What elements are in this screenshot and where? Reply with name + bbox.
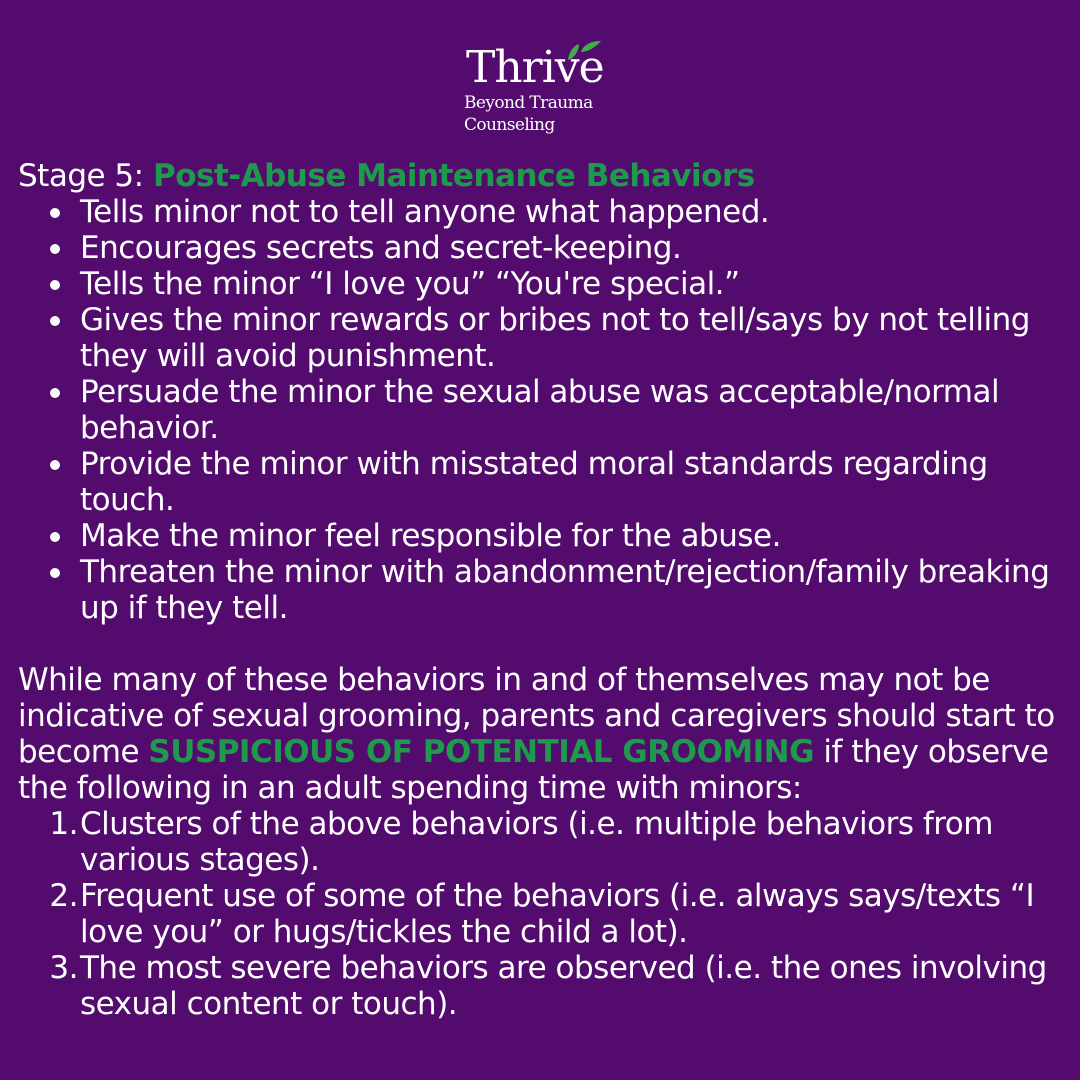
stage-title: Post-Abuse Maintenance Behaviors <box>152 158 755 194</box>
list-item-text: Persuade the minor the sexual abuse was acceptable/normal behavior. <box>80 374 1000 446</box>
bullet-icon <box>50 244 60 254</box>
list-item <box>18 266 1068 302</box>
list-item-text: Clusters of the above behaviors (i.e. multiple behaviors from various stages). <box>80 806 993 878</box>
list-item-text: Gives the minor rewards or bribes not to tell/says by not telling they will avoid punishment. <box>80 302 1030 374</box>
bullet-icon <box>50 280 60 290</box>
list-item <box>18 878 1068 950</box>
list-item <box>18 554 1068 626</box>
bullet-icon <box>50 388 60 398</box>
list-item <box>18 806 1068 878</box>
list-item <box>18 446 1068 518</box>
bullet-icon <box>50 316 60 326</box>
list-item-text: Encourages secrets and secret-keeping. <box>80 230 682 266</box>
behavior-list <box>18 194 1068 626</box>
bullet-icon <box>50 568 60 578</box>
list-item-text: Provide the minor with misstated moral standards regarding touch. <box>80 446 988 518</box>
paragraph-text-before: While many of these behaviors in and of themselves may not be indicative of sexual grooming, parents and caregivers should start to become <box>18 662 1055 770</box>
logo-tagline-line2: Counseling <box>464 115 555 135</box>
paragraph-highlight: SUSPICIOUS OF POTENTIAL GROOMING <box>148 734 815 770</box>
paragraph-text-after: if they observe the following in an adult spending time with minors: <box>18 734 1049 806</box>
list-item-text: Make the minor feel responsible for the abuse. <box>80 518 781 554</box>
list-item <box>18 194 1068 230</box>
bullet-icon <box>50 532 60 542</box>
list-item <box>18 230 1068 266</box>
list-item <box>18 950 1068 1022</box>
list-item-text: Tells minor not to tell anyone what happened. <box>80 194 770 230</box>
list-number: 2. <box>49 878 78 914</box>
bullet-icon <box>50 208 60 218</box>
thrive-logo <box>462 40 622 144</box>
list-item <box>18 374 1068 446</box>
main-content <box>18 158 1068 1022</box>
list-number: 1. <box>49 806 78 842</box>
list-item-text: Threaten the minor with abandonment/rejection/family breaking up if they tell. <box>80 554 1050 626</box>
list-number: 3. <box>49 950 78 986</box>
list-item-text: Frequent use of some of the behaviors (i.e. always says/texts “I love you” or hugs/tickles the child a lot). <box>80 878 1035 950</box>
list-item <box>18 518 1068 554</box>
logo-wordmark: Thrive <box>466 42 604 93</box>
warning-signs-list <box>18 806 1068 1022</box>
list-item-text: The most severe behaviors are observed (i.e. the ones involving sexual content or touch). <box>80 950 1047 1022</box>
stage-heading <box>18 158 1068 194</box>
grooming-paragraph <box>18 662 1068 806</box>
logo-tagline-line1: Beyond Trauma <box>464 93 593 113</box>
bullet-icon <box>50 460 60 470</box>
list-item <box>18 302 1068 374</box>
stage-label: Stage 5: <box>18 158 153 194</box>
list-item-text: Tells the minor “I love you” “You're special.” <box>80 266 740 302</box>
